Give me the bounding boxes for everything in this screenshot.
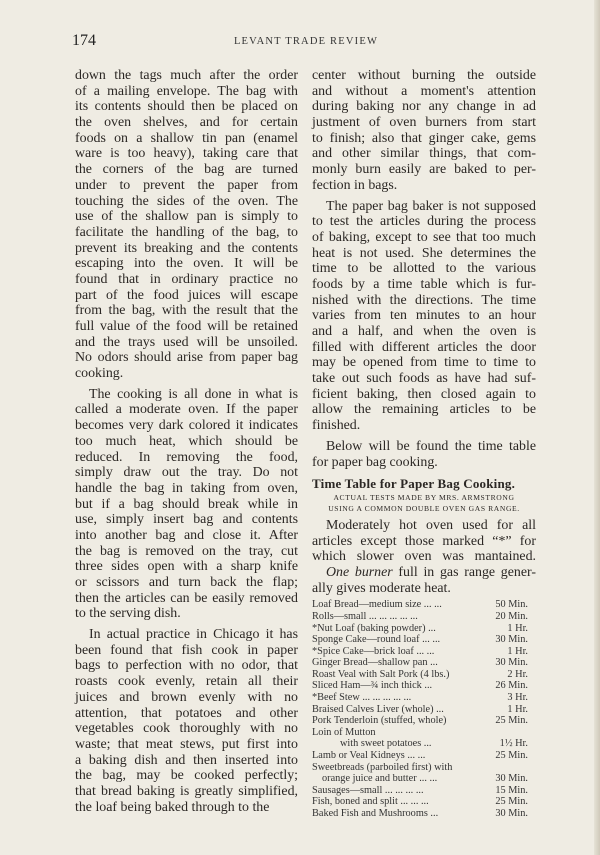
text-line: center without burning the outside	[312, 68, 536, 83]
timetable-food: Loin of Mutton	[312, 726, 376, 738]
page-header	[72, 32, 540, 50]
timetable-time: 20 Min.	[495, 610, 528, 622]
text-line: finished.	[312, 418, 361, 434]
timetable-time: 30 Min.	[495, 773, 528, 785]
text-line: The cooking is all done in what is	[89, 386, 298, 402]
timetable-row	[312, 646, 528, 658]
text-line: In actual practice in Chicago it has	[89, 627, 298, 643]
text-line: Below will be found the time table	[326, 438, 536, 454]
timetable-time: 15 Min.	[495, 784, 528, 796]
timetable-row	[312, 634, 528, 646]
timetable-food: Pork Tenderloin (stuffed, whole)	[312, 715, 447, 727]
timetable-food: with sweet potatoes ...	[340, 738, 432, 750]
text-line: and without a moment's attention	[312, 83, 536, 99]
text-line: becomes very dark colored it indicates	[75, 418, 298, 434]
timetable-food: *Beef Stew ... ... ... ... ...	[312, 692, 412, 704]
text-line: full value of the food will be retained	[75, 319, 298, 334]
text-line: of baking, except to see that too much	[312, 229, 536, 245]
timetable-food: Lamb or Veal Kidneys ... ...	[312, 750, 426, 762]
text-line: prevent its breaking and the contents	[75, 240, 298, 256]
text-line: the oven shelves, and for certain	[75, 115, 298, 131]
paragraph	[75, 387, 298, 622]
text-line: heat is not used. She determines the	[312, 245, 536, 261]
timetable-row	[312, 715, 528, 727]
timetable-row	[312, 669, 528, 681]
text-line: use, simply insert bag and contents	[75, 512, 298, 528]
text-line: vegetables cook thoroughly with no	[75, 721, 298, 737]
text-line: under to prevent the paper from	[75, 177, 298, 193]
text-line: nished with the directions. The time	[312, 292, 536, 308]
timetable-row	[312, 808, 528, 820]
timetable-row	[312, 785, 528, 797]
text-line: or scissors and turn back the flap;	[75, 575, 298, 590]
timetable-subtitle-2: USING A COMMON DOUBLE OVEN GAS RANGE.	[328, 503, 520, 513]
timetable-time: 25 Min.	[495, 750, 528, 762]
text-line: into another bag and close it. After	[75, 527, 298, 543]
paragraph	[312, 439, 536, 470]
paragraph	[312, 68, 536, 194]
text-line: cooking.	[75, 366, 124, 382]
timetable-row	[312, 623, 528, 635]
timetable-food: *Nut Loaf (baking powder) ...	[312, 622, 436, 634]
text-line: and a half, and when the oven is	[312, 324, 536, 339]
burner-note-rest: full in gas range gener-	[392, 564, 536, 580]
timetable-row	[312, 680, 528, 692]
text-line: been found that fish cook in paper	[75, 642, 298, 658]
text-line: varies from ten minutes to an hour	[312, 308, 536, 324]
text-line: attention, that potatoes and other	[75, 705, 298, 721]
timetable-row	[312, 611, 528, 623]
timetable-row	[312, 773, 528, 785]
text-line: but if a bag should break while in	[75, 496, 298, 512]
text-line: to the serving dish.	[75, 606, 181, 622]
timetable-row	[312, 750, 528, 762]
timetable-food: *Spice Cake—brick loaf ... ...	[312, 645, 435, 657]
timetable-time: 2 Hr.	[507, 668, 528, 680]
text-line: simply draw out the tray. Do not	[75, 465, 298, 481]
text-line: The paper bag baker is not supposed	[326, 198, 536, 214]
paragraph	[312, 199, 536, 434]
text-line: justment of oven burners from start	[312, 115, 536, 131]
text-line: that bread baking is greatly simplified,	[75, 783, 298, 799]
text-line: for paper bag cooking.	[312, 454, 438, 470]
timetable-time	[478, 762, 528, 774]
timetable-food: Braised Calves Liver (whole) ...	[312, 703, 444, 715]
timetable-food: Loaf Bread—medium size ... ...	[312, 599, 442, 611]
left-column	[75, 68, 298, 815]
timetable-food: Fish, boned and split ... ... ...	[312, 796, 429, 808]
timetable-time: 1½ Hr.	[499, 738, 528, 750]
text-line: fection in bags.	[312, 177, 398, 193]
paragraph	[75, 68, 298, 382]
timetable-row	[312, 657, 528, 669]
timetable-subtitle-1: ACTUAL TESTS MADE BY MRS. ARMSTRONG	[333, 492, 515, 502]
timetable-time: 3 Hr.	[507, 692, 528, 704]
text-line: three sides open with a sharp knife	[75, 559, 298, 575]
timetable-time	[478, 727, 528, 739]
text-line: may be opened from time to time to	[312, 355, 536, 371]
timetable-food: Rolls—small ... ... ... ... ...	[312, 610, 418, 622]
timetable	[312, 599, 528, 819]
text-line: use of the shallow pan is simply to	[75, 209, 298, 225]
burner-note-line-2: ally gives moderate heat.	[312, 580, 451, 596]
timetable-time: 1 Hr.	[507, 703, 528, 715]
page-number: 174	[72, 32, 96, 49]
text-line: found that in ordinary practice no	[75, 271, 298, 287]
text-line: reduced. In removing the food,	[75, 449, 298, 465]
text-line: juices and brown evenly with no	[75, 689, 298, 705]
timetable-time: 1 Hr.	[507, 645, 528, 657]
text-line: roasts cook evenly, retain all their	[75, 674, 298, 690]
paragraph	[75, 627, 298, 815]
timetable-food: Roast Veal with Salt Pork (4 lbs.)	[312, 668, 450, 680]
text-line: to finish; also that ginger cake, gems	[312, 130, 536, 146]
text-line: and other similar things, that com-	[312, 146, 536, 162]
timetable-food: Sweetbreads (parboiled first) with	[312, 761, 453, 773]
text-line: and the trays used will be unsoiled.	[75, 334, 298, 350]
text-line: then the articles can be easily removed	[75, 590, 298, 606]
text-line: foods by a time table which is fur-	[312, 276, 536, 292]
text-line: to test the articles during the process	[312, 214, 536, 230]
timetable-row	[312, 692, 528, 704]
text-line: monly burn easily are baked to per-	[312, 162, 536, 178]
text-line: part of the food juices will escape	[75, 287, 298, 303]
text-line: a baking dish and then inserted into	[75, 752, 298, 768]
timetable-time: 50 Min.	[495, 599, 528, 611]
text-line: No odors should arise from paper bag	[75, 350, 298, 366]
timetable-time: 25 Min.	[495, 715, 528, 727]
text-line: the loaf being baked through to the	[75, 799, 270, 815]
text-line: escaping into the oven. It will be	[75, 256, 298, 272]
timetable-food: Baked Fish and Mushrooms ...	[312, 808, 439, 820]
text-line: down the tags much after the order	[75, 68, 298, 83]
text-line: the corners of the bag are turned	[75, 162, 298, 178]
timetable-food: Sausages—small ... ... ... ...	[312, 784, 424, 796]
text-line: handle the bag in taking from oven,	[75, 480, 298, 496]
timetable-row	[312, 738, 528, 750]
text-line: time to be allotted to the various	[312, 261, 536, 277]
text-line: foods on a shallow tin pan (enamel	[75, 130, 298, 146]
timetable-title: Time Table for Paper Bag Cooking.	[312, 476, 516, 492]
page-edge-shadow	[594, 0, 600, 855]
timetable-row	[312, 599, 528, 611]
timetable-time: 26 Min.	[495, 680, 528, 692]
text-line: facilitate the handling of the bag, to	[75, 224, 298, 240]
text-line: allow the remaining articles to be	[312, 402, 536, 418]
text-line: filled with different articles the door	[312, 339, 536, 355]
intro-line: articles except those marked “*” for	[312, 533, 536, 549]
text-line: the bag, may be cooked perfectly;	[75, 768, 298, 784]
right-column-paragraphs	[312, 68, 536, 470]
timetable-food: Ginger Bread—shallow pan ...	[312, 657, 438, 669]
timetable-time: 30 Min.	[495, 657, 528, 669]
text-line: ware is too heavy), taking care that	[75, 146, 298, 162]
intro-line: Moderately hot oven used for all	[326, 517, 536, 533]
timetable-time: 30 Min.	[495, 634, 528, 646]
text-line: the bag is removed on the tray, cut	[75, 543, 298, 559]
text-line: during baking nor any change in ad	[312, 99, 536, 115]
text-line: called a moderate oven. If the paper	[75, 402, 298, 418]
timetable-food: orange juice and butter ... ...	[322, 773, 438, 785]
timetable-intro	[312, 518, 536, 565]
right-column	[312, 68, 536, 820]
timetable-time: 1 Hr.	[507, 622, 528, 634]
timetable-row	[312, 704, 528, 716]
burner-note-italic: One burner	[326, 564, 393, 580]
burner-note-line-1	[312, 565, 536, 581]
timetable-food: Sliced Ham—¾ inch thick ...	[312, 680, 433, 692]
timetable-food: Sponge Cake—round loaf ... ...	[312, 634, 441, 646]
timetable-row	[312, 762, 528, 774]
text-line: too much heat, which should be	[75, 433, 298, 449]
text-line: touching the sides of the oven. The	[75, 193, 298, 209]
text-line: take out such foods as have had suf-	[312, 371, 536, 387]
intro-line: which slower oven was mantained.	[312, 549, 536, 565]
text-line: from the bag, with the result that the	[75, 303, 298, 319]
text-line: its contents should then be placed on	[75, 99, 298, 115]
text-line: waste; that meat stews, put first into	[75, 736, 298, 752]
text-line: of a mailing envelope. The bag with	[75, 83, 298, 99]
text-line: ficient baking, then closed again to	[312, 386, 536, 402]
text-line: bags to perfection with no odor, that	[75, 658, 298, 674]
timetable-row	[312, 796, 528, 808]
running-title: LEVANT TRADE REVIEW	[233, 36, 379, 47]
timetable-time: 30 Min.	[495, 808, 528, 820]
timetable-row	[312, 727, 528, 739]
timetable-time: 25 Min.	[495, 796, 528, 808]
